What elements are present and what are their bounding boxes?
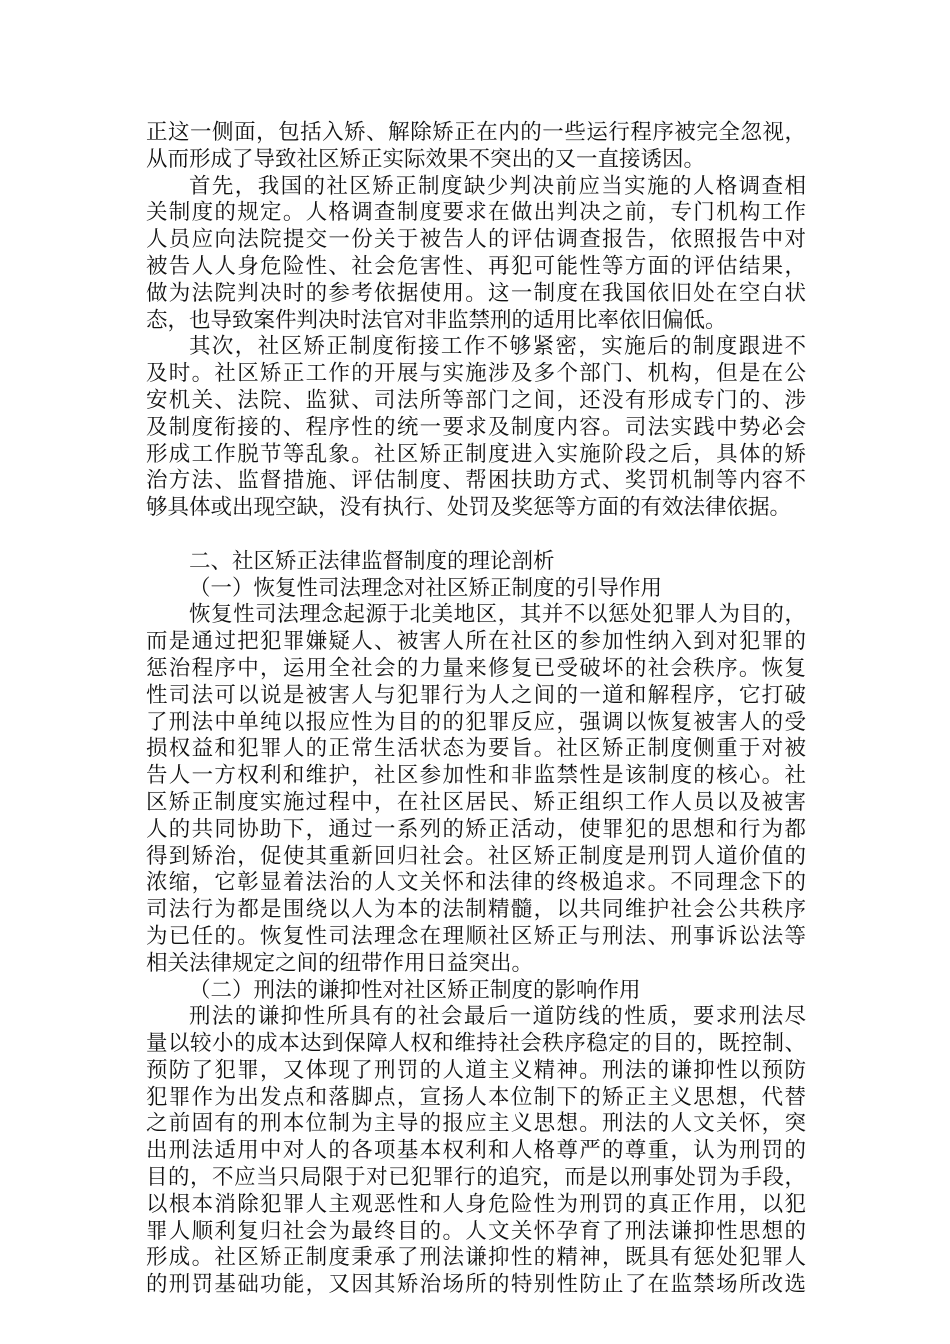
text-line: 安机关、法院、监狱、司法所等部门之间，还没有形成专门的、涉 xyxy=(146,387,806,413)
text-line: 而是通过把犯罪嫌疑人、被害人所在社区的参加性纳入到对犯罪的 xyxy=(146,629,806,655)
text-line: 从而形成了导致社区矫正实际效果不突出的又一直接诱因。 xyxy=(146,146,706,172)
text-line: 性司法可以说是被害人与犯罪行为人之间的一道和解程序，它打破 xyxy=(146,682,806,708)
text-line: 司法行为都是围绕以人为本的法制精髓，以共同维护社会公共秩序 xyxy=(146,897,806,923)
text-line: 出刑法适用中对人的各项基本权利和人格尊严的尊重，认为刑罚的 xyxy=(146,1138,806,1164)
paragraph-first-line: （二）刑法的谦抑性对社区矫正制度的影响作用 xyxy=(189,977,641,1003)
text-line: 得到矫治，促使其重新回归社会。社区矫正制度是刑罚人道价值的 xyxy=(146,843,806,869)
paragraph-first-line: 首先，我国的社区矫正制度缺少判决前应当实施的人格调查相 xyxy=(189,173,806,199)
text-line: 目的，不应当只局限于对已犯罪行的追究，而是以刑事处罚为手段， xyxy=(146,1165,806,1191)
text-line: 关制度的规定。人格调查制度要求在做出判决之前，专门机构工作 xyxy=(146,200,806,226)
paragraph-first-line: 其次，社区矫正制度衔接工作不够紧密，实施后的制度跟进不 xyxy=(189,334,806,360)
text-line: 的刑罚基础功能，又因其矫治场所的特别性防止了在监禁场所改选 xyxy=(146,1272,806,1298)
text-line: 形成工作脱节等乱象。社区矫正制度进入实施阶段之后，具体的矫 xyxy=(146,441,806,467)
text-line: 人员应向法院提交一份关于被告人的评估调查报告，依照报告中对 xyxy=(146,227,806,253)
text-line: 够具体或出现空缺，没有执行、处罚及奖惩等方面的有效法律依据。 xyxy=(146,495,792,521)
text-line: 及时。社区矫正工作的开展与实施涉及多个部门、机构，但是在公 xyxy=(146,361,806,387)
document-body xyxy=(146,120,806,1299)
text-line: 人的共同协助下，通过一系列的矫正活动，使罪犯的思想和行为都 xyxy=(146,816,806,842)
paragraph-first-line: 恢复性司法理念起源于北美地区，其并不以惩处犯罪人为目的， xyxy=(189,602,806,628)
text-line: 态，也导致案件判决时法官对非监禁刑的适用比率依旧偏低。 xyxy=(146,307,727,333)
text-line: 区矫正制度实施过程中，在社区居民、矫正组织工作人员以及被害 xyxy=(146,789,806,815)
text-line: 形成。社区矫正制度秉承了刑法谦抑性的精神，既具有惩处犯罪人 xyxy=(146,1245,806,1271)
text-line: 量以较小的成本达到保障人权和维持社会秩序稳定的目的，既控制、 xyxy=(146,1031,806,1057)
text-line: 损权益和犯罪人的正常生活状态为要旨。社区矫正制度侧重于对被 xyxy=(146,736,806,762)
text-line: 治方法、监督措施、评估制度、帮困扶助方式、奖罚机制等内容不 xyxy=(146,468,806,494)
text-line: 犯罪作为出发点和落脚点，宣扬人本位制下的矫正主义思想，代替 xyxy=(146,1084,806,1110)
paragraph-first-line: 刑法的谦抑性所具有的社会最后一道防线的性质，要求刑法尽 xyxy=(189,1004,806,1030)
text-line: 被告人人身危险性、社会危害性、再犯可能性等方面的评估结果， xyxy=(146,253,806,279)
text-line: 预防了犯罪，又体现了刑罚的人道主义精神。刑法的谦抑性以预防 xyxy=(146,1057,806,1083)
text-line: 浓缩，它彰显着法治的人文关怀和法律的终极追求。不同理念下的 xyxy=(146,870,806,896)
text-line: 做为法院判决时的参考依据使用。这一制度在我国依旧处在空白状 xyxy=(146,280,806,306)
text-line: 告人一方权利和维护，社区参加性和非监禁性是该制度的核心。社 xyxy=(146,763,806,789)
text-line: 以根本消除犯罪人主观恶性和人身危险性为刑罚的真正作用，以犯 xyxy=(146,1191,806,1217)
text-line: 罪人顺利复归社会为最终目的。人文关怀孕育了刑法谦抑性思想的 xyxy=(146,1218,806,1244)
text-line: 惩治程序中，运用全社会的力量来修复已受破坏的社会秩序。恢复 xyxy=(146,655,806,681)
paragraph-first-line: 二、社区矫正法律监督制度的理论剖析 xyxy=(189,548,555,574)
text-line: 正这一侧面，包括入矫、解除矫正在内的一些运行程序被完全忽视， xyxy=(146,120,806,145)
text-line: 了刑法中单纯以报应性为目的的犯罪反应，强调以恢复被害人的受 xyxy=(146,709,806,735)
text-line: 之前固有的刑本位制为主导的报应主义思想。刑法的人文关怀，突 xyxy=(146,1111,806,1137)
text-line: 为已任的。恢复性司法理念在理顺社区矫正与刑法、刑事诉讼法等 xyxy=(146,923,806,949)
blank-line xyxy=(146,522,806,549)
text-line: 及制度衔接的、程序性的统一要求及制度内容。司法实践中势必会 xyxy=(146,414,806,440)
paragraph-first-line: （一）恢复性司法理念对社区矫正制度的引导作用 xyxy=(189,575,663,601)
text-line: 相关法律规定之间的纽带作用日益突出。 xyxy=(146,950,534,976)
